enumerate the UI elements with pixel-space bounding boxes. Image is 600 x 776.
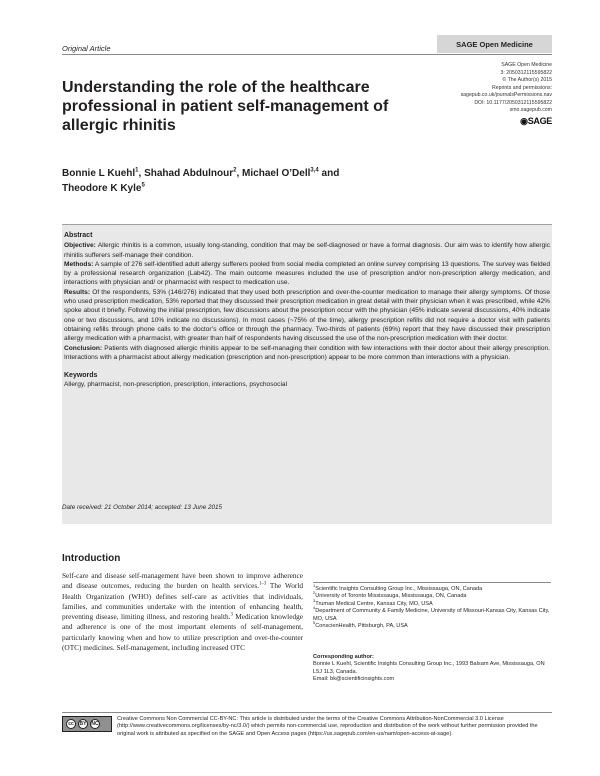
affiliation-text: University of Toronto Mississauga, Mississauga, ON, Canada xyxy=(315,593,467,600)
keywords-heading: Keywords xyxy=(64,372,98,380)
keywords-list: Allergy, pharmacist, non-prescription, prescription, interactions, psychosocial xyxy=(64,381,288,389)
meta-doi[interactable]: DOI: 10.1177/2050312115595822 xyxy=(474,99,552,106)
author-affil-ref: 1 xyxy=(135,167,139,174)
by-icon: BY xyxy=(79,721,87,727)
objective-text: Allergic rhinitis is a common, usually long-standing, condition that may be self-diagnosed or have a formal diagnosis. Our aim was to identify how allergic rhinitis sufferers self-manage their condition. xyxy=(64,242,550,259)
results-text: Of the respondents, 53% (146/276) indicated that they used both prescription and over-the-counter medication to manage their allergy symptoms. Of those who used prescription medication, 53% reported that they discussed their prescription medication in great detail with their physician when it was prescribed, while 42% spoke about it briefly. Following the initial prescription, few discussions about the prescription occur with the physician (45% indicate several discussions, 40% indicate one or two discussions, and 10% indicate no discussions). In most cases (~75% of the time), allergy prescription refills did not require a doctor visit with patients obtaining refills through phone calls to the doctor’s office or through the pharmacy. Two-thirds of patients (69%) report that they have discussed their prescription allergy medication with a pharmacist, with greater than half of respondents having discussed the use of the non-prescription medication with their doctor. xyxy=(64,288,550,343)
objective-label: Objective: xyxy=(64,242,96,250)
meta-site[interactable]: smo.sagepub.com xyxy=(509,107,552,113)
intro-text-part: Medication knowledge and adherence is one of the most important elements of self-management, particularly knowing when and how to utilize prescription and over-the-counter (OTC) medicines. Self-management, including increased OTC xyxy=(62,612,303,653)
affiliations xyxy=(313,583,553,630)
introduction-body xyxy=(62,571,303,653)
abstract xyxy=(62,231,552,390)
methods-label: Methods: xyxy=(64,260,94,268)
affiliation-item xyxy=(313,605,553,626)
publication-meta xyxy=(402,62,552,127)
article-title: Understanding the role of the healthcare professional in patient self-management of allergic rhinitis xyxy=(62,79,389,134)
author-list: Bonnie L Kuehl$^1$, Shahad Abdulnour$^2$, Michael O’Dell$^{3,4}$ and Theodore K Kyle$^5$ xyxy=(62,167,340,194)
conclusion-text: Patients with diagnosed allergic rhinitis appear to be self-managing their condition with few interactions with their doctor about their allergy prescription. Interactions with a pharmacist about allergy medication (prescription and non-prescription) appear to be more common than interactions with a physician. xyxy=(64,344,550,361)
cc-icon: cc xyxy=(66,719,76,729)
affiliation-number: 2 xyxy=(313,590,316,596)
abstract-conclusion xyxy=(64,344,550,363)
article-type-label: Original Article xyxy=(62,44,111,53)
affiliation-text: ConscienHealth, Pittsburgh, PA, USA xyxy=(315,623,408,630)
meta-volume: 3: 2050312115595822 xyxy=(500,69,552,76)
author-name: Shahad Abdulnour xyxy=(144,168,234,179)
author-conjunction: and xyxy=(321,168,340,179)
citation-ref[interactable]: 1–3 xyxy=(259,581,267,587)
meta-journal: SAGE Open Medicine xyxy=(501,62,552,68)
affiliation-text: Truman Medical Centre, Kansas City, MO, USA xyxy=(315,600,433,607)
abstract-results xyxy=(64,288,550,344)
meta-reprints-url[interactable]: sagepub.co.uk/journalsPermissions.nav xyxy=(460,92,552,98)
affiliation-item xyxy=(313,620,553,630)
author-affil-ref: 2 xyxy=(233,167,237,174)
sage-logo-text: SAGE xyxy=(527,115,552,126)
affiliations-rule xyxy=(313,582,551,583)
author-name: Theodore K Kyle xyxy=(62,183,142,194)
received-accepted-dates: Date received: 21 October 2014; accepted: 13 June 2015 xyxy=(62,504,222,511)
author-affil-ref: 3,4 xyxy=(310,167,319,174)
meta-reprints: Reprints and permissions: xyxy=(492,84,552,91)
citation-ref[interactable]: 3 xyxy=(230,612,233,618)
corresponding-author-address: Bonnie L Kuehl, Scientific Insights Consulting Group Inc., 1993 Balsam Ave, Mississauga, ON L5J 1L3, Canada. xyxy=(313,661,545,675)
conclusion-label: Conclusion: xyxy=(64,344,103,352)
author-name: Bonnie L Kuehl xyxy=(62,168,136,179)
affiliation-text: Department of Community & Family Medicine, University of Missouri-Kansas City, Kansas City, MO, USA xyxy=(313,608,550,622)
intro-text-part: Self-care and disease self-management have been shown to improve adherence and disease outcomes, reducing the burden on health services. xyxy=(62,571,303,591)
affiliation-number: 1 xyxy=(313,583,316,589)
affiliation-number: 3 xyxy=(313,597,316,603)
abstract-objective xyxy=(64,241,550,260)
abstract-heading: Abstract xyxy=(64,232,93,239)
affiliation-number: 5 xyxy=(313,620,316,626)
license-text: Creative Commons Non Commercial CC-BY-NC: This article is distributed under the terms of the Creative Commons Attribution-NonCommercial 3.0 License (http://www.creativecommons.org/licenses/by-nc/3.0/) which permits non-commercial use, reproduction and distribution of the work without further permission provided the original work is attributed as specified on the SAGE and Open Access pages (https://us.sagepub.com/en-us/nam/open-access-at-sage). xyxy=(117,716,538,737)
header-rule xyxy=(62,54,552,55)
corresponding-author xyxy=(313,654,553,684)
affiliation-text: Scientific Insights Consulting Group Inc., Mississauga, ON, Canada xyxy=(315,586,483,592)
author-name: Michael O’Dell xyxy=(242,168,311,179)
results-label: Results: xyxy=(64,288,91,296)
nc-icon: NC xyxy=(91,721,99,727)
abstract-methods xyxy=(64,260,550,288)
affiliation-number: 4 xyxy=(313,605,316,611)
corresponding-author-heading: Corresponding author: xyxy=(313,654,374,660)
affiliation-item xyxy=(313,590,553,600)
creative-commons-badge[interactable] xyxy=(62,716,112,732)
footer-rule xyxy=(62,712,552,713)
sage-logo xyxy=(402,116,552,127)
journal-badge: SAGE Open Medicine xyxy=(437,35,552,53)
sage-ring-icon: ◉ xyxy=(520,115,528,126)
introduction-heading: Introduction xyxy=(62,553,121,564)
meta-copyright: © The Author(s) 2015 xyxy=(502,77,552,83)
intro-text-part: The World Health Organization (WHO) defines self-care as activities that individuals, families, and communities undertake with the intention of enhancing health, preventing disease, limiting illness, and restoring health. xyxy=(62,581,303,622)
keywords-section xyxy=(64,371,550,390)
methods-text: A sample of 276 self-identified adult allergy sufferers pooled from social media completed an online survey comprising 13 questions. The survey was fielded by a professional research organization (Lab42). The main outcome measures included the use of prescription and/or non-prescription allergy medication, and interactions with physician and/ or pharmacist with respect to medication use. xyxy=(64,260,550,287)
corresponding-author-email[interactable]: Email: bk@scientificinsights.com xyxy=(313,676,395,683)
author-affil-ref: 5 xyxy=(141,182,145,189)
